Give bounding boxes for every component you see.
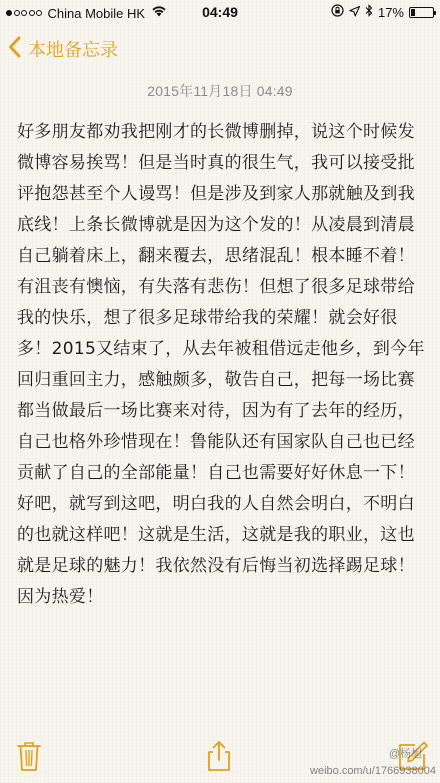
orientation-lock-icon: [331, 4, 344, 20]
note-body[interactable]: 好多朋友都劝我把刚才的长微博删掉，说这个时候发微博容易挨骂！但是当时真的很生气，我可以接受批评抱怨甚至个人谩骂！但是涉及到家人那就触及到我底线！上条长微博就是因为这个发的！从凌晨到清晨自己躺着床上，翻来覆去，思绪混乱！根本睡不着！有沮丧有懊恼，有失落有悲伤！但想了很多足球带给我的快乐，想了很多足球带给我的荣耀！就会好很多！2015又结束了，从去年被租借远走他乡，到今年回归重回主力，感触颇多，敬告自己，把每一场比赛都当做最后一场比赛来对待，因为有了去年的经历，自己也格外珍惜现在！鲁能队还有国家队自己也已经贡献了自己的全部能量！自己也需要好好休息一下！好吧，就写到这吧，明白我的人自然会明白，不明白的也就这样吧！这就是生活，这就是我的职业，这也就是足球的魅力！我依然没有后悔当初选择踢足球！因为热爱！: [17, 122, 425, 607]
battery-percent: 17%: [377, 4, 404, 20]
back-button[interactable]: [8, 36, 118, 62]
watermark-handle: @杨旭: [388, 748, 422, 760]
watermark-url: weibo.com/u/1766938004: [310, 765, 436, 777]
back-label: 本地备忘录: [28, 40, 118, 61]
note-date: 2015年11月18日 04:49: [147, 83, 293, 99]
share-icon[interactable]: [205, 740, 233, 776]
chevron-left-icon: [8, 36, 22, 62]
status-right: [331, 4, 434, 20]
location-icon: [349, 5, 360, 20]
status-bar: [0, 0, 440, 26]
nav-bar: [0, 30, 440, 70]
battery-fill: [411, 9, 415, 16]
bluetooth-icon: [365, 4, 373, 20]
battery-icon: [409, 7, 434, 18]
trash-icon[interactable]: [16, 740, 42, 776]
status-time: 04:49: [202, 4, 238, 20]
carrier-name: China Mobile HK: [47, 5, 146, 21]
